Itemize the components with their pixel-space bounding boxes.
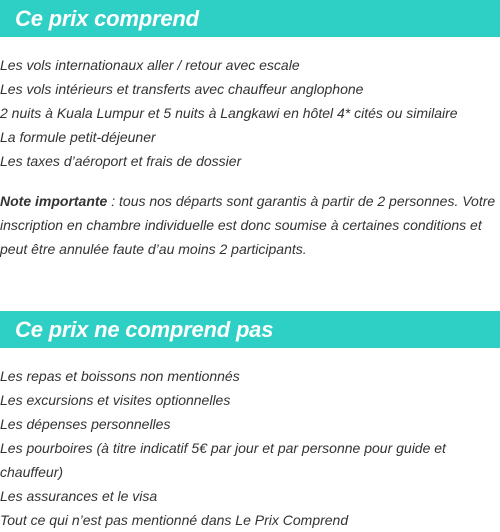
included-list — [0, 53, 500, 173]
list-item: Les excursions et visites optionnelles — [0, 392, 231, 408]
list-item: La formule petit-déjeuner — [0, 129, 156, 145]
section-header-excluded — [0, 311, 500, 348]
note-text: : tous nos départs sont garantis à partir de 2 personnes. Votre inscription en chambre individuelle est donc soumise à certaines conditions et peut être annulée faute d’au moins 2 participants. — [0, 193, 496, 257]
list-item: Les vols internationaux aller / retour avec escale — [0, 57, 300, 73]
section-header-included — [0, 0, 500, 37]
list-item: Les pourboires (à titre indicatif 5€ par jour et par personne pour guide et chauffeur) — [0, 440, 446, 480]
section-title-excluded: Ce prix ne comprend pas — [15, 317, 274, 342]
list-item: Les assurances et le visa — [0, 488, 158, 504]
excluded-list — [0, 364, 500, 532]
list-item: Les vols intérieurs et transferts avec chauffeur anglophone — [0, 81, 364, 97]
list-item: Les taxes d’aéroport et frais de dossier — [0, 153, 242, 169]
section-title-included: Ce prix comprend — [15, 6, 199, 31]
list-item: Les repas et boissons non mentionnés — [0, 368, 240, 384]
list-item: 2 nuits à Kuala Lumpur et 5 nuits à Langkawi en hôtel 4* cités ou similaire — [0, 105, 458, 121]
list-item: Les dépenses personnelles — [0, 416, 171, 432]
important-note — [0, 189, 500, 261]
list-item: Tout ce qui n’est pas mentionné dans Le Prix Comprend — [0, 512, 349, 528]
note-label: Note importante — [0, 193, 108, 209]
